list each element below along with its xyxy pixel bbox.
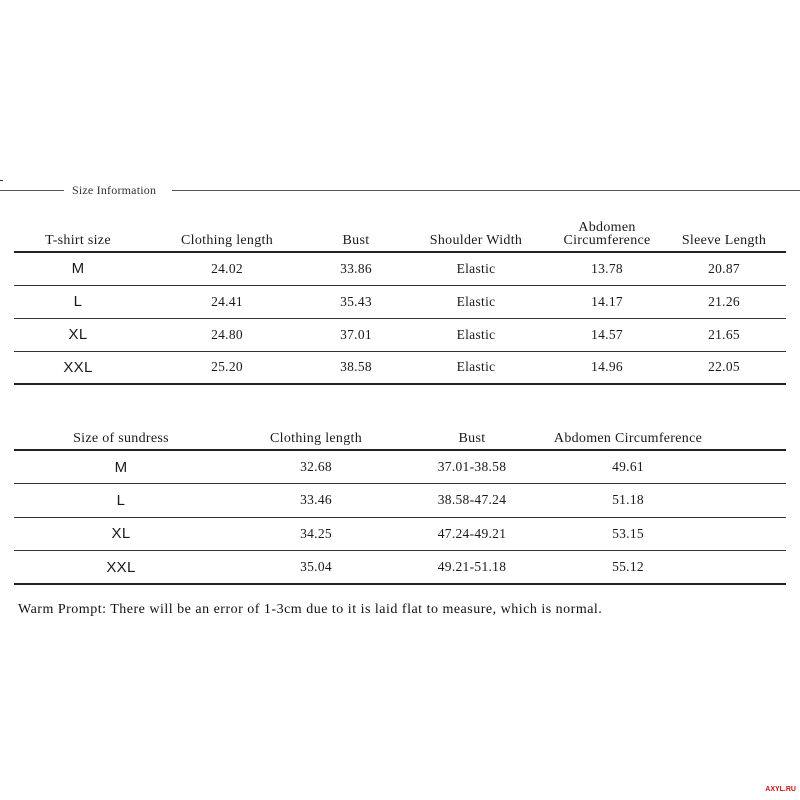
header-abdomen-line1: Abdomen — [578, 220, 636, 235]
bust-cell: 47.24-49.21 — [437, 525, 507, 541]
sleeve-length-cell: 21.26 — [708, 293, 740, 309]
sleeve-length-cell: 20.87 — [708, 260, 740, 276]
size-cell: L — [73, 293, 83, 310]
clothing-length-cell: 33.46 — [300, 492, 332, 508]
spacer-cell — [716, 551, 786, 585]
size-cell: XXL — [106, 558, 136, 576]
table-row — [14, 450, 786, 484]
clothing-length-cell: 24.41 — [211, 293, 243, 309]
shoulder-width-cell: Elastic — [456, 326, 496, 342]
abdomen-circumference-cell: 51.18 — [612, 492, 644, 508]
clothing-length-cell: 32.68 — [300, 459, 332, 474]
section-title: Size Information — [72, 183, 157, 197]
clothing-length-cell: 25.20 — [211, 359, 243, 375]
spacer-cell — [716, 517, 786, 551]
warm-prompt-note: Warm Prompt: There will be an error of 1-3cm due to it is laid flat to measure, which is normal. — [18, 602, 603, 617]
header-abdomen-circumference: Abdomen Circumference — [553, 431, 703, 446]
size-cell: M — [114, 458, 128, 476]
bust-cell: 35.43 — [340, 293, 372, 309]
size-cell: XL — [111, 525, 131, 543]
header-bust: Bust — [342, 233, 370, 248]
header-abdomen-line2: Circumference — [563, 233, 651, 248]
abdomen-circumference-cell: 13.78 — [591, 260, 623, 276]
header-clothing-length: Clothing length — [181, 233, 273, 248]
sleeve-length-cell: 22.05 — [708, 359, 740, 375]
abdomen-circumference-cell: 55.12 — [612, 559, 644, 574]
size-cell: L — [116, 491, 126, 509]
clothing-length-cell: 24.80 — [211, 326, 243, 342]
table-row — [14, 517, 786, 551]
abdomen-circumference-cell: 53.15 — [612, 525, 644, 541]
table-row — [14, 484, 786, 518]
spacer-cell — [716, 450, 786, 484]
table-header-row — [14, 218, 786, 252]
bust-cell: 38.58-47.24 — [437, 492, 507, 508]
header-corner-mark — [0, 180, 3, 181]
abdomen-circumference-cell: 49.61 — [612, 459, 644, 474]
abdomen-circumference-cell: 14.96 — [591, 359, 623, 375]
bust-cell: 49.21-51.18 — [437, 559, 507, 574]
table-header-row — [14, 420, 786, 450]
abdomen-circumference-cell: 14.57 — [591, 326, 623, 342]
size-cell: XXL — [63, 358, 93, 376]
header-sleeve-length: Sleeve Length — [681, 233, 767, 248]
header-sundress-size: Size of sundress — [73, 431, 169, 446]
size-cell: M — [71, 260, 85, 278]
header-divider-right — [172, 190, 800, 191]
table-row — [14, 285, 786, 318]
shoulder-width-cell: Elastic — [456, 293, 496, 309]
header-divider-left — [0, 190, 64, 191]
table-row — [14, 351, 786, 384]
clothing-length-cell: 24.02 — [211, 260, 243, 276]
bust-cell: 38.58 — [340, 359, 372, 375]
header-shoulder-width: Shoulder Width — [429, 233, 523, 248]
shoulder-width-cell: Elastic — [456, 359, 496, 375]
abdomen-circumference-cell: 14.17 — [591, 293, 623, 309]
size-cell: XL — [68, 326, 88, 343]
header-clothing-length: Clothing length — [270, 431, 362, 446]
clothing-length-cell: 35.04 — [300, 559, 332, 574]
header-abdomen-circumference — [552, 218, 662, 252]
sleeve-length-cell: 21.65 — [708, 326, 740, 342]
size-information-header — [0, 180, 800, 200]
watermark-logo: AXYL.RU — [765, 786, 796, 793]
bust-cell: 37.01-38.58 — [437, 459, 507, 474]
table-row — [14, 551, 786, 585]
spacer-cell — [716, 484, 786, 518]
table-row — [14, 252, 786, 285]
bust-cell: 33.86 — [340, 260, 372, 276]
tshirt-size-table — [14, 218, 786, 385]
clothing-length-cell: 34.25 — [300, 525, 332, 541]
table-row — [14, 318, 786, 351]
sundress-size-table — [14, 420, 786, 585]
header-bust: Bust — [458, 431, 486, 446]
bust-cell: 37.01 — [340, 326, 372, 342]
header-tshirt-size: T-shirt size — [45, 233, 111, 248]
shoulder-width-cell: Elastic — [456, 260, 496, 276]
header-spacer — [716, 420, 786, 450]
